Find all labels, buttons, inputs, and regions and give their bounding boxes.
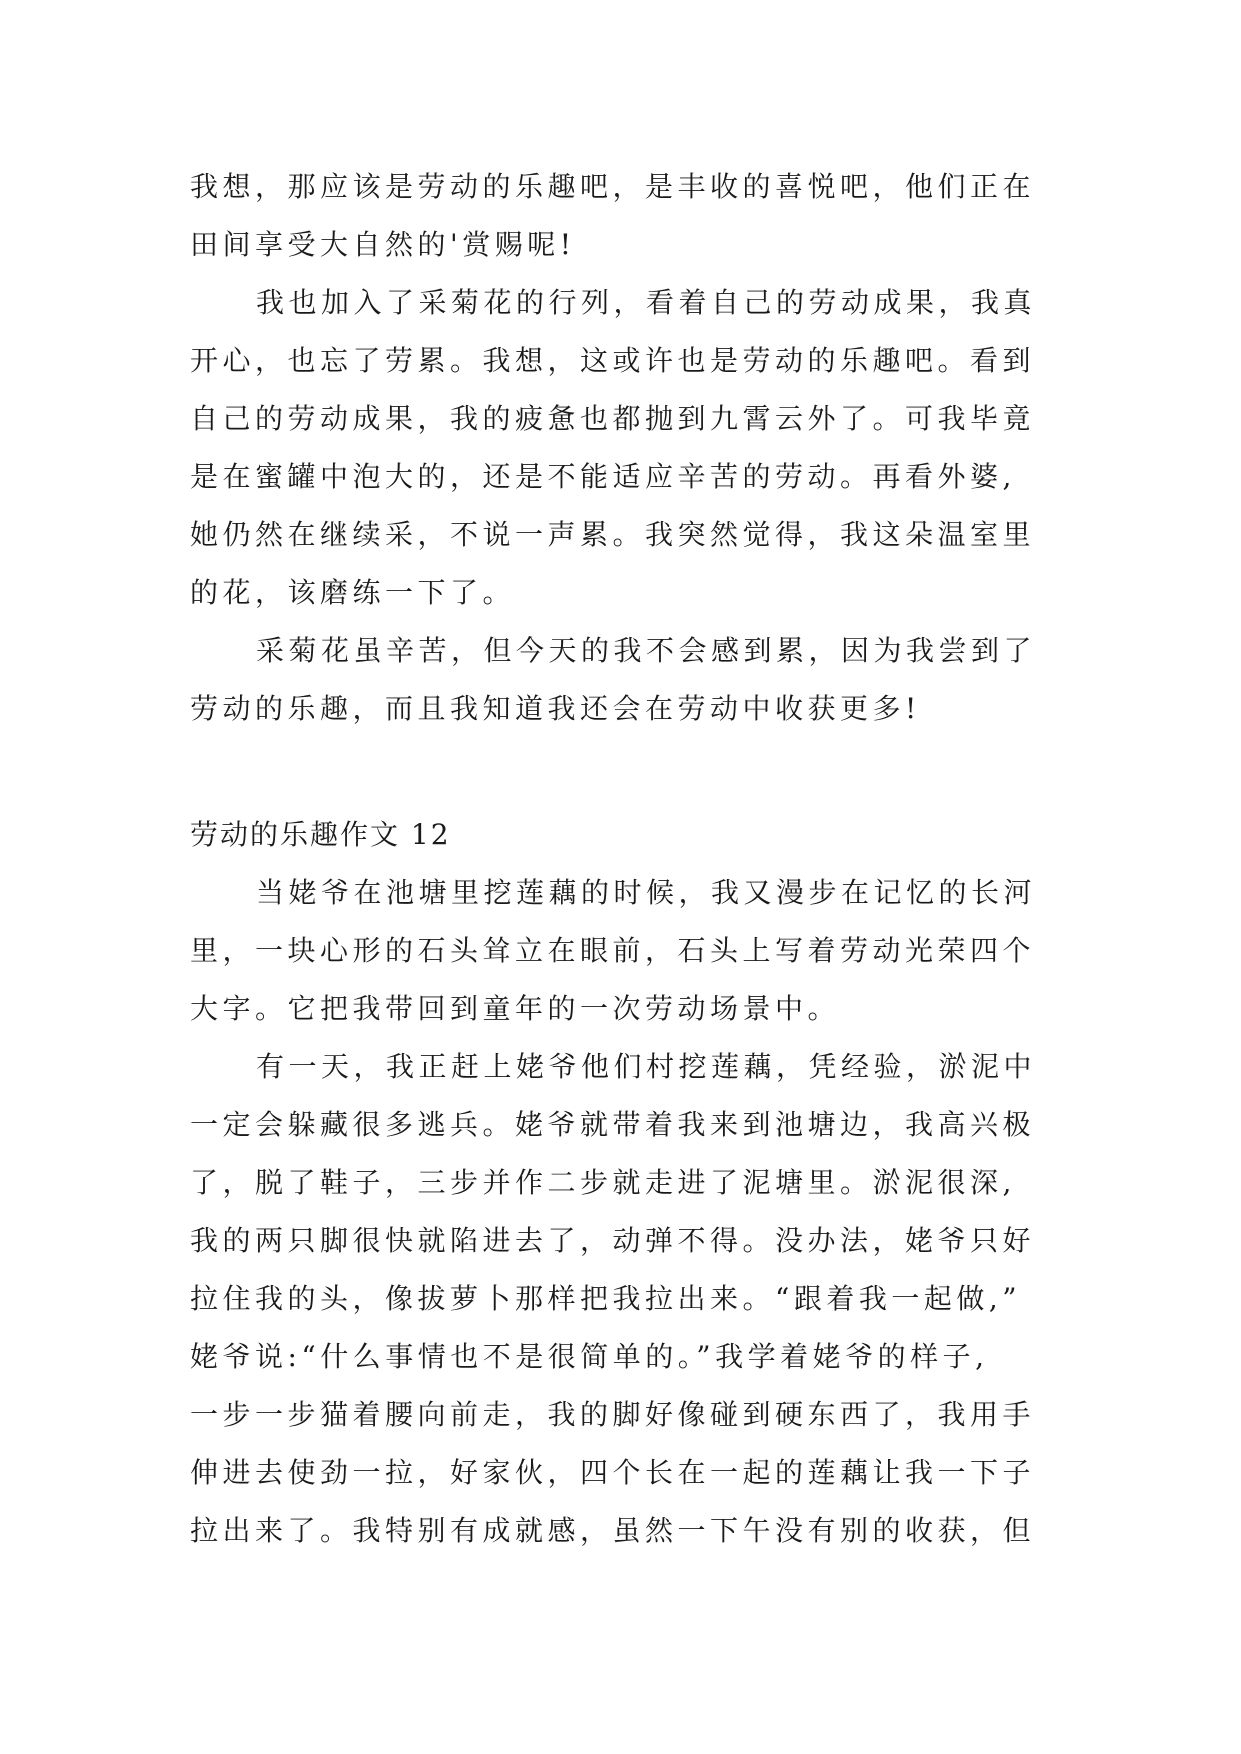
section-heading: 劳动的乐趣作文 12 (190, 818, 451, 851)
paragraph-line: 的花，该磨练一下了。 (190, 576, 516, 609)
paragraph-line: 我想，那应该是劳动的乐趣吧，是丰收的喜悦吧，他们正在 (190, 170, 1036, 203)
paragraph-line: 拉出来了。我特别有成就感，虽然一下午没有别的收获，但 (190, 1514, 1036, 1547)
paragraph-line: 我的两只脚很快就陷进去了，动弹不得。没办法，姥爷只好 (190, 1224, 1036, 1257)
paragraph-line: 田间享受大自然的'赏赐呢! (190, 228, 576, 261)
paragraph-line: 劳动的乐趣，而且我知道我还会在劳动中收获更多! (190, 692, 921, 725)
paragraph-line: 采菊花虽辛苦，但今天的我不会感到累，因为我尝到了 (256, 634, 1037, 667)
paragraph-line: 是在蜜罐中泡大的，还是不能适应辛苦的劳动。再看外婆, (190, 460, 1016, 493)
paragraph-1 (190, 158, 1050, 274)
paragraph-line: 开心，也忘了劳累。我想，这或许也是劳动的乐趣吧。看到 (190, 344, 1036, 377)
paragraph-5 (190, 1038, 1050, 1560)
paragraph-line: 了，脱了鞋子，三步并作二步就走进了泥塘里。淤泥很深, (190, 1166, 1016, 1199)
paragraph-line: 大字。它把我带回到童年的一次劳动场景中。 (190, 992, 841, 1025)
paragraph-line: 拉住我的头，像拔萝卜那样把我拉出来。“跟着我一起做,” (190, 1282, 1022, 1315)
paragraph-line: 姥爷说:“什么事情也不是很简单的。”我学着姥爷的样子, (190, 1340, 989, 1373)
paragraph-line: 一定会躲藏很多逃兵。姥爷就带着我来到池塘边，我高兴极 (190, 1108, 1036, 1141)
paragraph-2 (190, 274, 1050, 622)
document-body (190, 158, 1050, 1560)
paragraph-line: 一步一步猫着腰向前走，我的脚好像碰到硬东西了，我用手 (190, 1398, 1036, 1431)
paragraph-line: 里，一块心形的石头耸立在眼前，石头上写着劳动光荣四个 (190, 934, 1036, 967)
paragraph-4 (190, 864, 1050, 1038)
paragraph-line: 当姥爷在池塘里挖莲藕的时候，我又漫步在记忆的长河 (256, 876, 1037, 909)
paragraph-3 (190, 622, 1050, 738)
paragraph-line: 有一天，我正赶上姥爷他们村挖莲藕，凭经验，淤泥中 (256, 1050, 1037, 1083)
paragraph-line: 我也加入了采菊花的行列，看着自己的劳动成果，我真 (256, 286, 1037, 319)
paragraph-line: 自己的劳动成果，我的疲惫也都抛到九霄云外了。可我毕竟 (190, 402, 1036, 435)
paragraph-line: 伸进去使劲一拉，好家伙，四个长在一起的莲藕让我一下子 (190, 1456, 1036, 1489)
paragraph-line: 她仍然在继续采，不说一声累。我突然觉得，我这朵温室里 (190, 518, 1036, 551)
